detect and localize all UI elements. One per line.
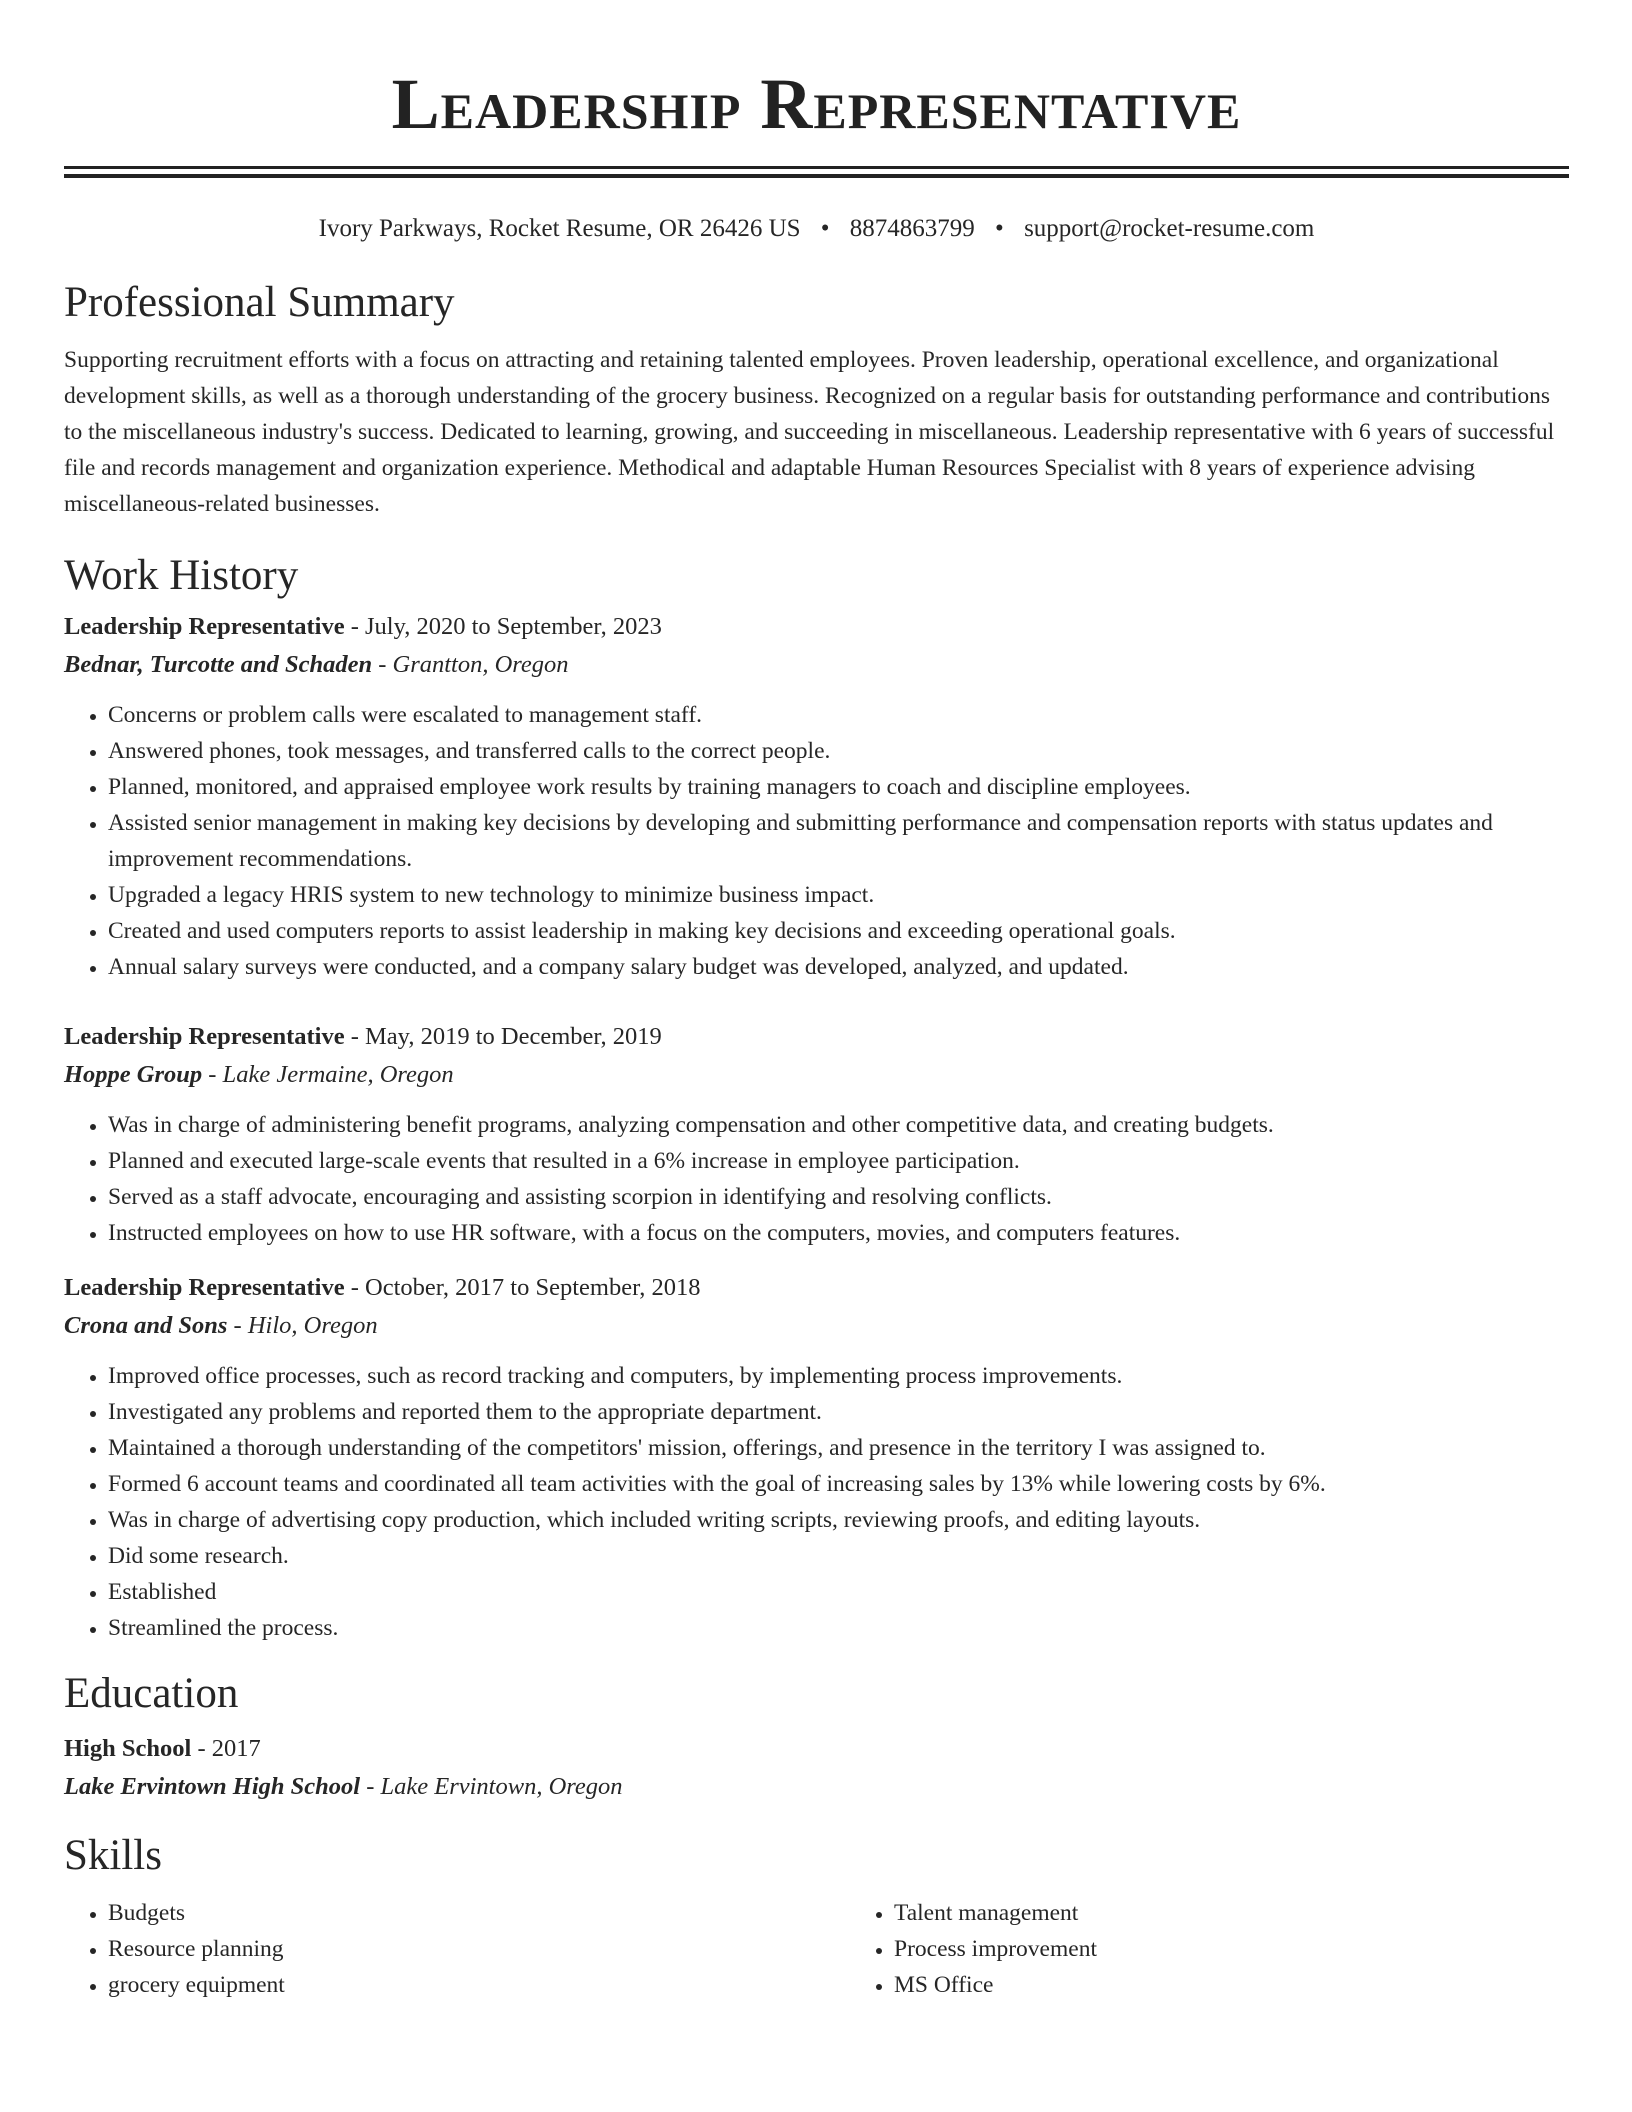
education-heading (64, 1730, 1569, 1768)
job-bullet: • Instructed employees on how to use HR software, with a focus on the computers, movies, and computers features. (108, 1215, 1569, 1251)
job-bullet: • Created and used computers reports to assist leadership in making key decisions and exceeding operational goals. (108, 913, 1569, 949)
candidate-name: Leadership Representative (391, 64, 1242, 144)
section-title-skills: Skills (64, 1832, 162, 1879)
job-bullet: • Improved office processes, such as record tracking and computers, by implementing process improvements. (108, 1358, 1569, 1394)
contact-address: Ivory Parkways, Rocket Resume, OR 26426 US (318, 215, 801, 242)
job-bullet: • Maintained a thorough understanding of the competitors' mission, offerings, and presence in the territory I was assigned to. (108, 1430, 1569, 1466)
job-bullet: • Planned, monitored, and appraised employee work results by training managers to coach and discipline employees. (108, 769, 1569, 805)
skills-list-right (850, 1895, 1632, 2003)
job-company: Hoppe Group (64, 1061, 203, 1088)
contact-email: support@rocket-resume.com (1024, 215, 1315, 242)
job-bullet: • Was in charge of advertising copy production, which included writing scripts, reviewing proofs, and editing layouts. (108, 1502, 1569, 1538)
education-entry (64, 1730, 1569, 1806)
job-bullets (64, 1358, 1569, 1646)
job-location: - Grantton, Oregon (372, 651, 569, 678)
job-role: Leadership Representative (64, 1274, 345, 1301)
skill-item: • Process improvement (894, 1931, 1632, 1967)
section-title-education: Education (64, 1670, 239, 1717)
education-school-line (64, 1768, 1569, 1806)
education-school: Lake Ervintown High School (64, 1773, 361, 1800)
section-title-work-history: Work History (64, 552, 299, 599)
job-bullet: • Upgraded a legacy HRIS system to new technology to minimize business impact. (108, 877, 1569, 913)
job-bullets (64, 697, 1569, 985)
skill-item: • grocery equipment (108, 1967, 850, 2003)
education-degree: High School (64, 1735, 192, 1762)
summary-text: Supporting recruitment efforts with a focus on attracting and retaining talented employees. Proven leadership, operational excellence, and organizational development skills, as well as a thorough understanding of the grocery business. Recognized on a regular basis for outstanding performance and contributions to the miscellaneous industry's success. Dedicated to learning, growing, and succeeding in miscellaneous. Leadership representative with 6 years of successful file and records management and organization experience. Methodical and adaptable Human Resources Specialist with 8 years of experience advising miscellaneous-related businesses. (64, 347, 1555, 517)
job-bullet: • Established (108, 1574, 1569, 1610)
job-role: Leadership Representative (64, 1023, 345, 1050)
section-title-summary: Professional Summary (64, 279, 455, 326)
job-entry (64, 608, 1569, 985)
contact-line (64, 212, 1569, 246)
header-divider (64, 166, 1569, 178)
skill-item: • MS Office (894, 1967, 1632, 2003)
skill-item: • Budgets (108, 1895, 850, 1931)
skills-list-left (64, 1895, 850, 2003)
skills-columns (64, 1895, 1569, 2003)
education-year: - 2017 (191, 1735, 261, 1762)
job-bullet: • Served as a staff advocate, encouraging and assisting scorpion in identifying and resolving conflicts. (108, 1179, 1569, 1215)
contact-separator: • (995, 215, 1004, 242)
job-heading (64, 1269, 1569, 1307)
job-bullet: • Did some research. (108, 1538, 1569, 1574)
skill-item: • Talent management (894, 1895, 1632, 1931)
job-entry (64, 1269, 1569, 1646)
job-bullet: • Planned and executed large-scale events that resulted in a 6% increase in employee participation. (108, 1143, 1569, 1179)
job-company-line (64, 646, 1569, 684)
education-location: - Lake Ervintown, Oregon (360, 1773, 623, 1800)
contact-separator: • (820, 215, 830, 242)
job-company-line (64, 1056, 1569, 1094)
skill-item: • Resource planning (108, 1931, 850, 1967)
job-bullet: • Investigated any problems and reported them to the appropriate department. (108, 1394, 1569, 1430)
job-bullet: • Concerns or problem calls were escalated to management staff. (108, 697, 1569, 733)
contact-phone: 8874863799 (849, 215, 975, 242)
job-bullet: • Formed 6 account teams and coordinated all team activities with the goal of increasing sales by 13% while lowering costs by 6%. (108, 1466, 1569, 1502)
job-bullet: • Answered phones, took messages, and transferred calls to the correct people. (108, 733, 1569, 769)
job-bullet: • Streamlined the process. (108, 1610, 1569, 1646)
job-dates: - July, 2020 to September, 2023 (344, 613, 662, 640)
job-dates: - May, 2019 to December, 2019 (344, 1023, 662, 1050)
job-bullets (64, 1107, 1569, 1251)
job-company-line (64, 1307, 1569, 1345)
job-dates: - October, 2017 to September, 2018 (344, 1274, 701, 1301)
job-role: Leadership Representative (64, 613, 345, 640)
job-location: - Lake Jermaine, Oregon (202, 1061, 454, 1088)
job-company: Bednar, Turcotte and Schaden (64, 651, 373, 678)
job-bullet: • Assisted senior management in making key decisions by developing and submitting performance and compensation reports with status updates and improvement recommendations. (108, 805, 1569, 877)
job-bullet: • Annual salary surveys were conducted, and a company salary budget was developed, analyzed, and updated. (108, 949, 1569, 985)
job-heading (64, 1018, 1569, 1056)
job-bullet: • Was in charge of administering benefit programs, analyzing compensation and other competitive data, and creating budgets. (108, 1107, 1569, 1143)
job-entry (64, 1018, 1569, 1251)
job-heading (64, 608, 1569, 646)
resume-page (64, 0, 1569, 2003)
job-location: - Hilo, Oregon (227, 1312, 378, 1339)
job-company: Crona and Sons (64, 1312, 228, 1339)
